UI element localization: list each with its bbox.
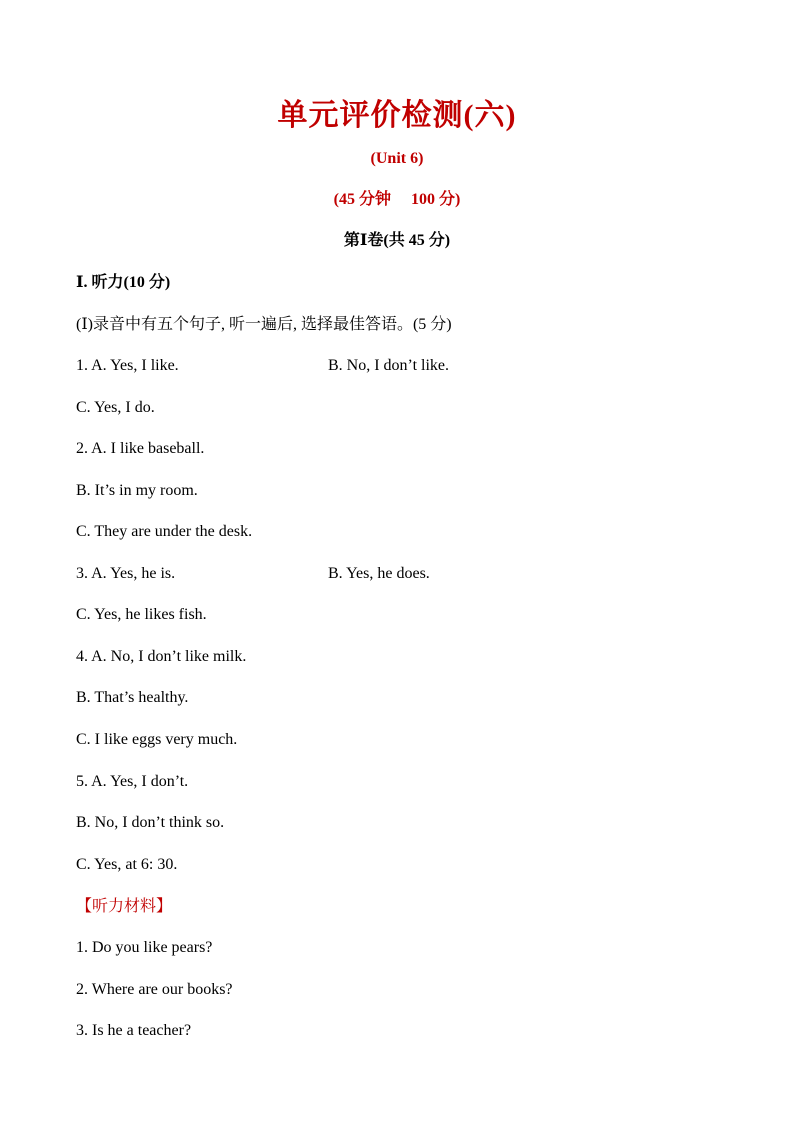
listening-material-line: 2. Where are our books? [76,981,233,998]
listening-material-line: 1. Do you like pears? [76,939,213,956]
question-2-option-c: C. They are under the desk. [76,523,253,540]
question-3-option-b: B. Yes, he does. [328,565,430,582]
question-4-option-a: 4. A. No, I don’t like milk. [76,648,247,665]
question-2-option-a: 2. A. I like baseball. [76,440,205,457]
listening-material-line: 3. Is he a teacher? [76,1022,192,1039]
question-5-option-b: B. No, I don’t think so. [76,814,225,831]
question-1-option-b: B. No, I don’t like. [328,357,450,374]
total-score: 100 分) [411,191,461,208]
section-heading: Ⅰ. 听力(10 分) [76,274,171,291]
page-title: 单元评价检测(六) [277,99,517,132]
question-5-option-c: C. Yes, at 6: 30. [76,856,178,873]
section-instruction: (Ⅰ)录音中有五个句子, 听一遍后, 选择最佳答语。(5 分) [76,316,452,333]
listening-material-label: 【听力材料】 [76,898,173,915]
question-2-option-b: B. It’s in my room. [76,482,198,499]
question-3-option-a: 3. A. Yes, he is. [76,565,176,582]
question-1-option-c: C. Yes, I do. [76,399,155,416]
question-5-option-a: 5. A. Yes, I don’t. [76,773,189,790]
question-4-option-c: C. I like eggs very much. [76,731,238,748]
time-score-line [0,189,794,211]
time-limit: (45 分钟 [333,191,391,208]
question-1-option-a: 1. A. Yes, I like. [76,357,179,374]
unit-label: (Unit 6) [370,150,424,167]
question-4-option-b: B. That’s healthy. [76,689,189,706]
part-heading: 第Ⅰ卷(共 45 分) [343,232,451,249]
question-3-option-c: C. Yes, he likes fish. [76,606,207,623]
